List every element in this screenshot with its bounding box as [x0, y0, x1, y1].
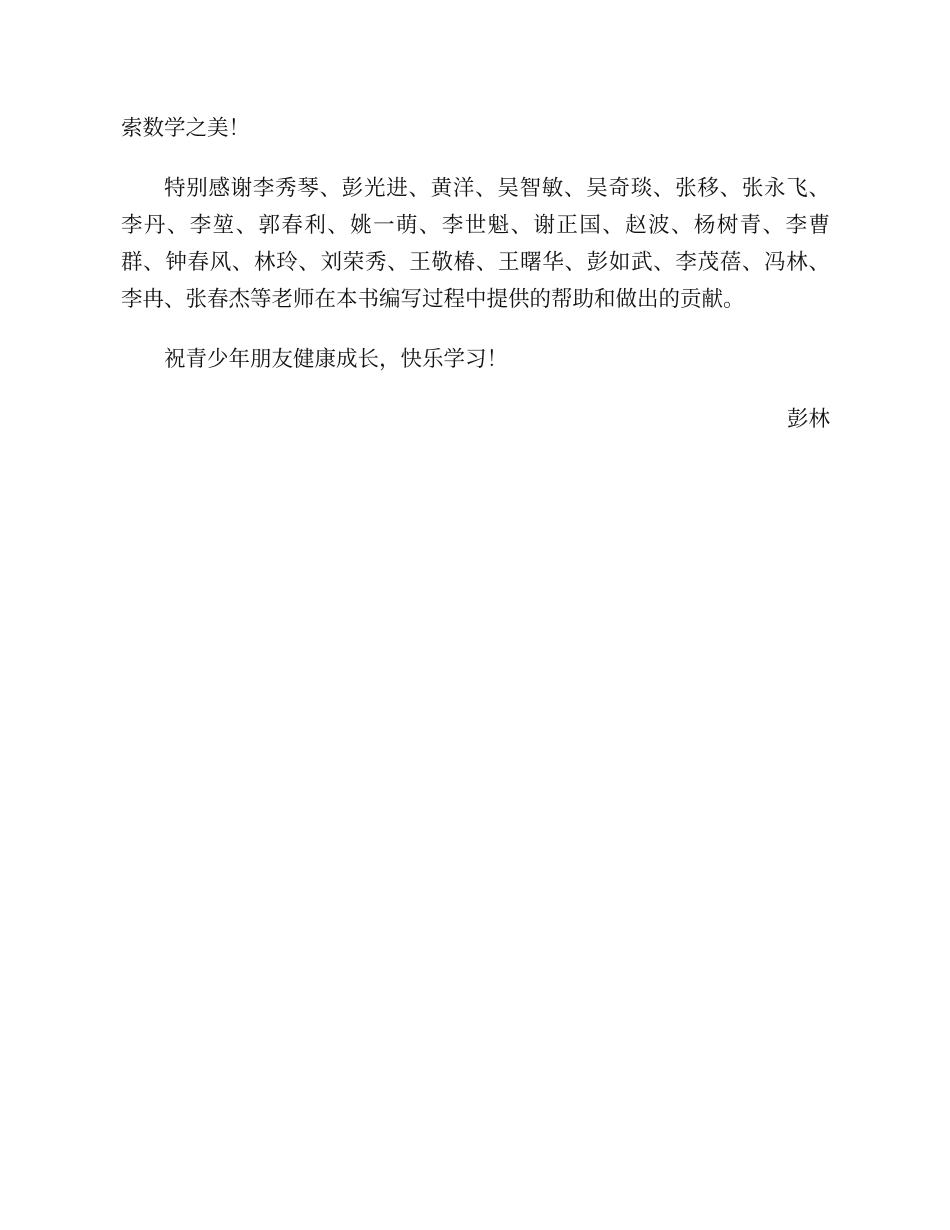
author-signature: 彭林 [786, 407, 830, 432]
paragraph-acknowledgements: 特别感谢李秀琴、彭光进、黄洋、吴智敏、吴奇琰、张移、张永飞、李丹、李堃、郭春利、姚一萌、李世魁、谢正国、赵波、杨树青、李曹群、钟春风、林玲、刘荣秀、王敬椿、王曙华、彭如武、李茂蓓、冯林、李冉、张春杰等老师在本书编写过程中提供的帮助和做出的贡献。 [121, 176, 830, 312]
paragraph-closing-fragment: 索数学之美！ [121, 116, 251, 141]
paragraph-wishes: 祝青少年朋友健康成长，快乐学习！ [164, 347, 509, 372]
document-page [121, 110, 830, 438]
